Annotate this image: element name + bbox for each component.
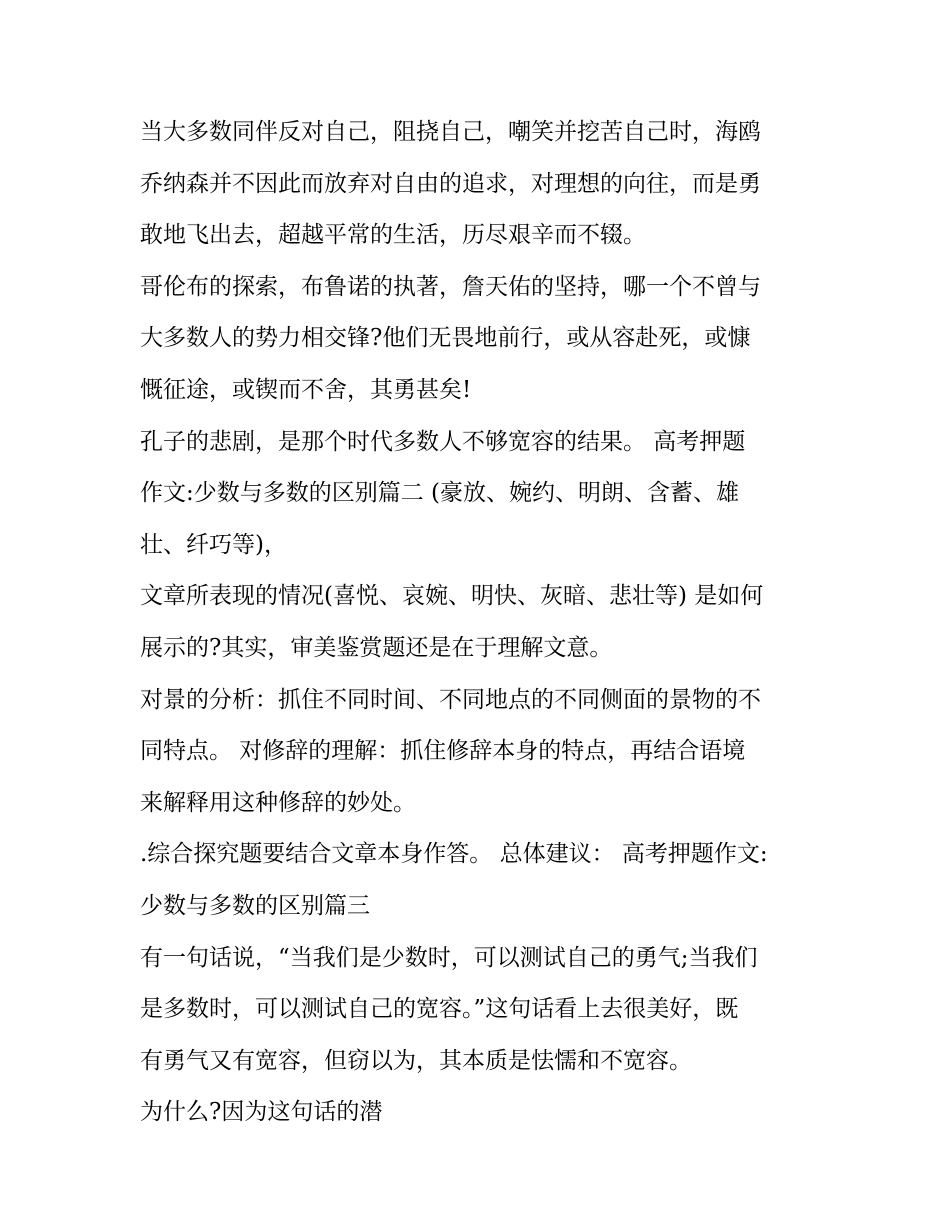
- text-line: 敢地飞出去，超越平常的生活，历尽艰辛而不辍。: [140, 222, 646, 249]
- text-line: 大多数人的势力相交锋?他们无畏地前行，或从容赴死，或慷: [140, 325, 751, 352]
- text-line: .综合探究题要结合文章本身作答。 总体建议： 高考押题作文:: [140, 841, 768, 868]
- text-line: 慨征途，或锲而不舍，其勇甚矣!: [140, 376, 472, 403]
- text-line: 有勇气又有宽容，但窃以为，其本质是怯懦和不宽容。: [140, 1047, 692, 1074]
- text-line: 作文:少数与多数的区别篇二 (豪放、婉约、明朗、含蓄、雄: [140, 480, 740, 507]
- text-line: 为什么?因为这句话的潜: [140, 1099, 383, 1126]
- text-line: 同特点。 对修辞的理解：抓住修辞本身的特点，再结合语境: [140, 738, 746, 765]
- text-line: 文章所表现的情况(喜悦、哀婉、明快、灰暗、悲壮等) 是如何: [140, 583, 764, 610]
- text-line: 是多数时，可以测试自己的宽容。”这句话看上去很美好，既: [140, 996, 739, 1023]
- document-body: [140, 107, 820, 1139]
- text-line: 有一句话说，“当我们是少数时，可以测试自己的勇气;当我们: [140, 944, 758, 971]
- text-line: 当大多数同伴反对自己，阻挠自己，嘲笑并挖苦自己时，海鸥: [140, 119, 761, 145]
- text-line: 来解释用这种修辞的妙处。: [140, 789, 416, 816]
- text-line: 少数与多数的区别篇三: [140, 892, 370, 919]
- text-line: 壮、纤巧等)，: [140, 531, 287, 558]
- text-line: 孔子的悲剧，是那个时代多数人不够宽容的结果。 高考押题: [140, 428, 746, 455]
- text-line: 哥伦布的探索，布鲁诺的执著，詹天佑的坚持，哪一个不曾与: [140, 273, 761, 300]
- text-line: 展示的?其实，审美鉴赏题还是在于理解文意。: [140, 634, 613, 661]
- text-line: 对景的分析：抓住不同时间、不同地点的不同侧面的景物的不: [140, 686, 761, 713]
- text-line: 乔纳森并不因此而放弃对自由的追求，对理想的向往，而是勇: [140, 170, 761, 197]
